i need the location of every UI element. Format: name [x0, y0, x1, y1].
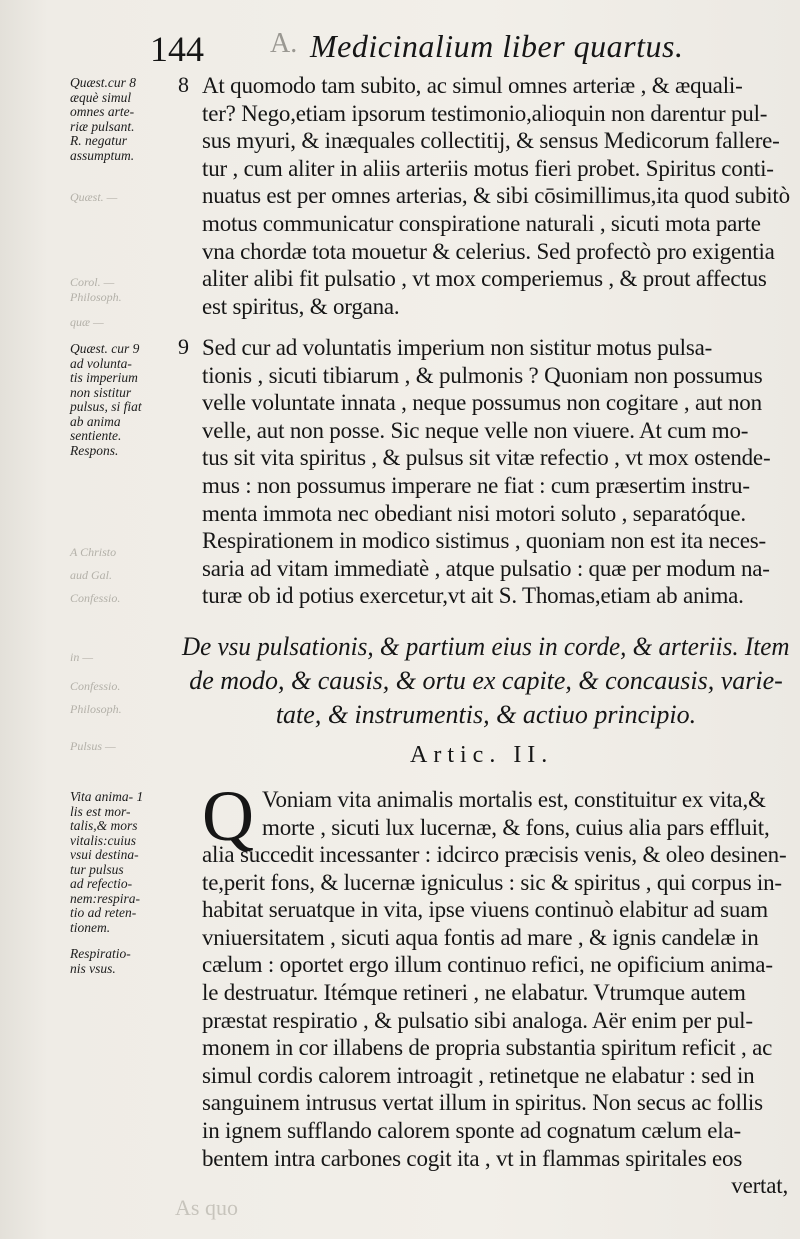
- margin-note-line: omnes arte-: [70, 104, 135, 119]
- bleed-fragment: Pulsus —: [70, 739, 116, 753]
- text-line: turæ ob id potius exercetur,vt ait S. Thomas,etiam ab anima.: [202, 583, 744, 609]
- bleed-fragment: Philosoph.: [70, 702, 122, 716]
- text-line: Respirationem in modico sistimus , quoniam non est ita neces-: [202, 528, 766, 554]
- page-header: [150, 22, 790, 72]
- text-line: Voniam vita animalis mortalis est, constituitur ex vita,&: [262, 787, 766, 812]
- margin-note-line: ad volunta-: [70, 355, 132, 371]
- margin-note-quaestio-9: [70, 342, 180, 458]
- margin-note-line: vsui destina-: [70, 847, 139, 862]
- margin-note-line: non sistitur: [70, 384, 132, 400]
- bleed-fragment: Confessio.: [70, 679, 121, 693]
- margin-note-vita-animalis: [70, 790, 180, 976]
- text-line: aliter alibi fit pulsatio , vt mox comperiemus , & prout affectus: [202, 266, 767, 292]
- margin-note-line: Respons.: [70, 442, 119, 458]
- bleed-fragment: in —: [70, 650, 94, 664]
- text-line: vniuersitatem , sicuti aqua fontis ad mare , & ignis candelæ in: [202, 924, 759, 950]
- text-line: simul cordis calorem introagit , retinetque ne elabatur : sed in: [202, 1062, 755, 1088]
- text-line: velle, aut non posse. Sic neque velle non viuere. At cum mo-: [202, 417, 749, 443]
- margin-note-line: tionem.: [70, 919, 111, 935]
- text-line: sanguinem intrusus vertat illum in spiritus. Non secus ac follis: [202, 1090, 763, 1116]
- paragraph-number: 8: [178, 72, 189, 97]
- paragraph-1: [202, 841, 790, 1200]
- bleed-through-left-2: [70, 545, 180, 606]
- text-line: vna chordæ tota mouetur & celerius. Sed profectò pro exigentia: [202, 238, 775, 264]
- paragraph-8: [202, 72, 790, 320]
- drop-cap: Q: [202, 776, 254, 856]
- text-line: velle voluntate innata , neque possumus non cogitare , aut non: [202, 390, 762, 416]
- text-line: præstat respiratio , & pulsatio sibi analoga. Aër enim per pul-: [202, 1007, 753, 1033]
- bleed-fragment: A Christo: [70, 545, 117, 559]
- margin-note-line: assumptum.: [70, 147, 135, 163]
- article-word: Artic.: [410, 742, 502, 768]
- text-line: At quomodo tam subito, ac simul omnes arteriæ , & æquali-: [202, 73, 743, 98]
- margin-note-line: tis imperium: [70, 370, 138, 385]
- text-line: mus : non possumus imperare ne fiat : cum præsertim instru-: [202, 472, 750, 498]
- paragraph-number: 9: [178, 334, 189, 359]
- bleed-fragment: Quæst. —: [70, 190, 118, 204]
- text-line: monem in cor illabens de propria substantia spiritum reficit , ac: [202, 1035, 773, 1061]
- text-line: alia succedit incessanter : idcirco præcisis venis, & oleo desinen-: [202, 842, 787, 867]
- ghost-mark: A.: [270, 28, 298, 59]
- bleed-through-left: [70, 190, 180, 330]
- paragraph-9: [202, 334, 790, 610]
- bleed-fragment: Corol. —: [70, 275, 115, 289]
- text-line: est spiritus, & organa.: [202, 293, 400, 319]
- bleed-fragment: Confessio.: [70, 591, 121, 605]
- margin-note-quaestio-8: [70, 76, 180, 163]
- bleed-through-bottom: As quo: [175, 1195, 238, 1220]
- heading-line: De vsu pulsationis, & partium eius in corde, & arteriis. Item: [182, 632, 790, 661]
- margin-note-line: pulsus, si fiat: [70, 399, 142, 414]
- paragraph-1-first-lines: [262, 786, 790, 841]
- catchword: vertat,: [731, 1173, 788, 1199]
- bleed-through-left-3: [70, 650, 180, 754]
- margin-note-line: ab anima: [70, 413, 121, 429]
- article-label: [410, 742, 553, 769]
- text-line: te,perit fons, & lucernæ igniculus : sic & spiritus , qui corpus in-: [202, 869, 782, 895]
- margin-note-line: talis,& mors: [70, 818, 138, 833]
- text-line: Sed cur ad voluntatis imperium non sistitur motus pulsa-: [202, 335, 713, 360]
- text-line: nuatus est per omnes arterias, & sibi cōsimillimus,ita quod subitò: [202, 183, 790, 209]
- margin-note-line: tio ad reten-: [70, 905, 137, 920]
- bleed-fragment: aud Gal.: [70, 568, 112, 582]
- margin-note-line: riæ pulsant.: [70, 118, 135, 134]
- margin-note-line: æquè simul: [70, 89, 132, 105]
- margin-note-line: nis vsus.: [70, 960, 116, 976]
- text-line: le destruatur. Itémque retineri , ne elabatur. Vtrumque autem: [202, 979, 746, 1005]
- text-line: habitat seruatque in vita, ipse viuens continuò elabitur ad suam: [202, 897, 768, 923]
- page-number: 144: [150, 29, 204, 69]
- text-line: in ignem sufflando calorem sponte ad cognatum cælum ela-: [202, 1117, 741, 1143]
- margin-note-line: sentiente.: [70, 428, 122, 443]
- text-line: sus myuri, & inæquales collectitij, & sensus Medicorum fallere-: [202, 128, 780, 154]
- margin-note-line: Respiratio-: [70, 946, 131, 961]
- heading-line: de modo, & causis, & ortu ex capite, & concausis, varie-: [189, 666, 783, 695]
- margin-note-line: Vita anima- 1: [70, 789, 144, 804]
- running-title: Medicinalium liber quartus.: [310, 28, 684, 64]
- text-line: bentem intra carbones cogit ita , vt in flammas spiritales eos: [202, 1145, 743, 1171]
- text-line: menta immota nec obediant nisi motori soluto , separatóque.: [202, 500, 746, 526]
- margin-note-line: ad refectio-: [70, 876, 133, 891]
- margin-note-line: vitalis:cuius: [70, 832, 136, 848]
- text-line: tur , cum aliter in aliis arteriis motus fieri probet. Spiritus conti-: [202, 155, 774, 181]
- margin-note-line: Quæst. cur 9: [70, 341, 140, 356]
- margin-note-line: Quæst.cur 8: [70, 75, 137, 90]
- article-number: II.: [513, 742, 554, 768]
- text-line: tus sit vita spiritus , & pulsus sit vitæ refectio , vt mox ostende-: [202, 445, 771, 471]
- text-line: saria ad vitam immediatè , atque pulsatio : quæ per modum na-: [202, 555, 770, 581]
- text-line: cælum : oportet ergo illum continuo refici, ne opificium anima-: [202, 952, 773, 978]
- text-line: tionis , sicuti tibiarum , & pulmonis ? Quoniam non possumus: [202, 362, 763, 388]
- text-line: ter? Nego,etiam ipsorum testimonio,alioquin non darentur pul-: [202, 100, 768, 126]
- bleed-fragment: quæ —: [70, 315, 104, 329]
- text-line: motus communicatur conspiratione naturali , sicuti mota parte: [202, 210, 761, 236]
- margin-note-line: R. negatur: [70, 133, 127, 148]
- margin-note-line: lis est mor-: [70, 803, 131, 819]
- heading-line: tate, & instrumentis, & actiuo principio.: [275, 700, 697, 729]
- margin-note-line: tur pulsus: [70, 861, 124, 877]
- text-line: morte , sicuti lux lucernæ, & fons, cuius alia pars effluit,: [262, 814, 770, 840]
- margin-note-line: nem:respira-: [70, 890, 140, 906]
- bleed-fragment: Philosoph.: [70, 290, 122, 304]
- section-heading: [182, 630, 790, 732]
